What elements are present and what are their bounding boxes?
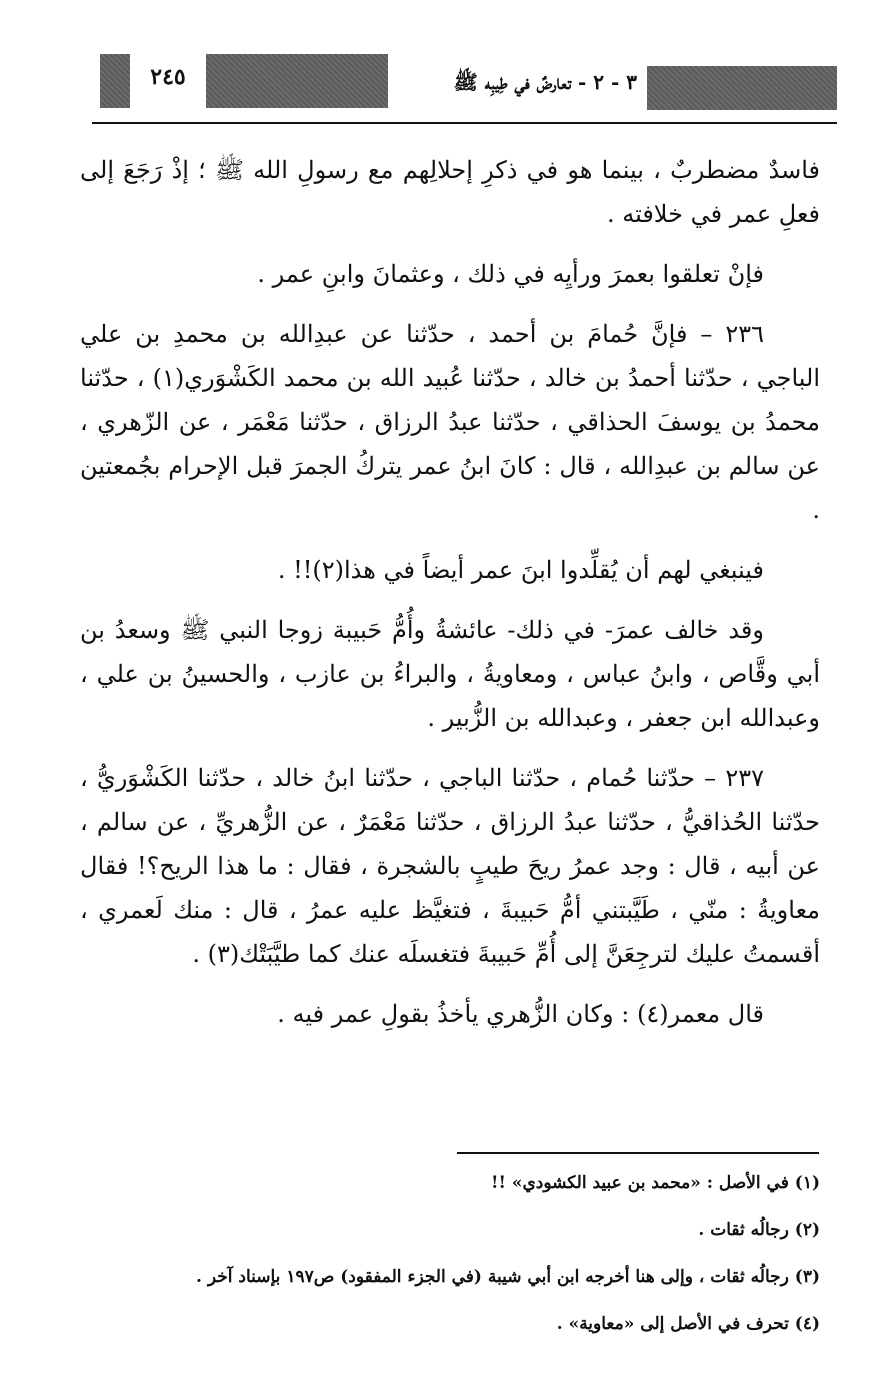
paragraph-7: قال معمر(٤) : وكان الزُّهري يأخذُ بقولِ عمر فيه . bbox=[277, 1000, 764, 1028]
footnote-2: (٢) رجالُه ثقات . bbox=[698, 1220, 820, 1240]
header-ornament-right bbox=[647, 66, 837, 110]
paragraph-4: فينبغي لهم أن يُقلِّدوا ابنَ عمر أيضاً في هذا(٢)!! . bbox=[277, 556, 764, 584]
hadith-236: ٢٣٦ – فإنَّ حُمامَ بن أحمد ، حدّثنا عن عبدِالله بن محمدِ بن علي الباجي ، حدّثنا أحمدُ بن خالد ، حدّثنا عُبيد الله بن محمد الكَشْوَري(١) ، حدّثنا محمدُ بن يوسفَ الحذاقي ، حدّثنا عبدُ الرزاق ، حدّثنا مَعْمَر ، عن الزّهري ، عن سالم بن عبدِالله ، قال : كانَ ابنُ عمر يتركُ الجمرَ قبل الإحرام بجُمعتين . bbox=[80, 320, 820, 524]
paragraph-1: فاسدٌ مضطربٌ ، بينما هو في ذكرِ إحلالِهم مع رسولِ الله ﷺ ؛ إذْ رَجَعَ إلى فعلِ عمر في خلافته . bbox=[80, 156, 821, 228]
hadith-237: ٢٣٧ – حدّثنا حُمام ، حدّثنا الباجي ، حدّثنا ابنُ خالد ، حدّثنا الكَشْوَريُّ ، حدّثنا الحُذاقيُّ ، حدّثنا عبدُ الرزاق ، حدّثنا مَعْمَرٌ ، عن الزُّهريِّ ، عن سالم ، عن أبيه ، قال : وجد عمرُ ريحَ طيبٍ بالشجرة ، فقال : ما هذا الريح؟! فقال معاويةُ : منّي ، طَيَّبتني أمُّ حَبيبةَ ، فتغيَّظ عليه عمرُ ، قال : منك لَعمري ، أقسمتُ عليك لترجِعَنَّ إلى أُمِّ حَبيبةَ فتغسلَه عنك كما طيَّبَتْك(٣) . bbox=[80, 764, 820, 968]
footnote-3: (٣) رجالُه ثقات ، وإلى هنا أخرجه ابن أبي شيبة (في الجزء المفقود) ص١٩٧ بإسناد آخر . bbox=[196, 1267, 820, 1287]
header-rule bbox=[92, 122, 837, 124]
footnotes bbox=[80, 1160, 820, 1348]
footnote-rule bbox=[457, 1152, 819, 1154]
footnote-4: (٤) تحرف في الأصل إلى «معاوية» . bbox=[556, 1314, 820, 1334]
header-ornament-middle bbox=[206, 54, 388, 108]
main-text bbox=[80, 148, 820, 1052]
paragraph-5: وقد خالف عمرَ- في ذلك- عائشةُ وأُمُّ حَبيبة زوجا النبي ﷺ وسعدُ بن أبي وقَّاص ، وابنُ عباس ، ومعاويةُ ، والبراءُ بن عازب ، والحسينُ بن علي ، وعبدالله ابن جعفر ، وعبدالله بن الزُّبير . bbox=[80, 616, 821, 732]
chapter-title: ٣ - ٢ - تعارضٌ في طِيبِه ﷺ bbox=[453, 70, 637, 94]
footnote-1: (١) في الأصل : «محمد بن عبيد الكشودي» !! bbox=[491, 1173, 820, 1193]
page-number: ٢٤٥ bbox=[150, 64, 186, 90]
paragraph-2: فإنْ تعلقوا بعمرَ ورأيِه في ذلك ، وعثمانَ وابنِ عمر . bbox=[257, 260, 764, 288]
running-header bbox=[96, 52, 837, 114]
header-ornament-left bbox=[100, 54, 130, 108]
